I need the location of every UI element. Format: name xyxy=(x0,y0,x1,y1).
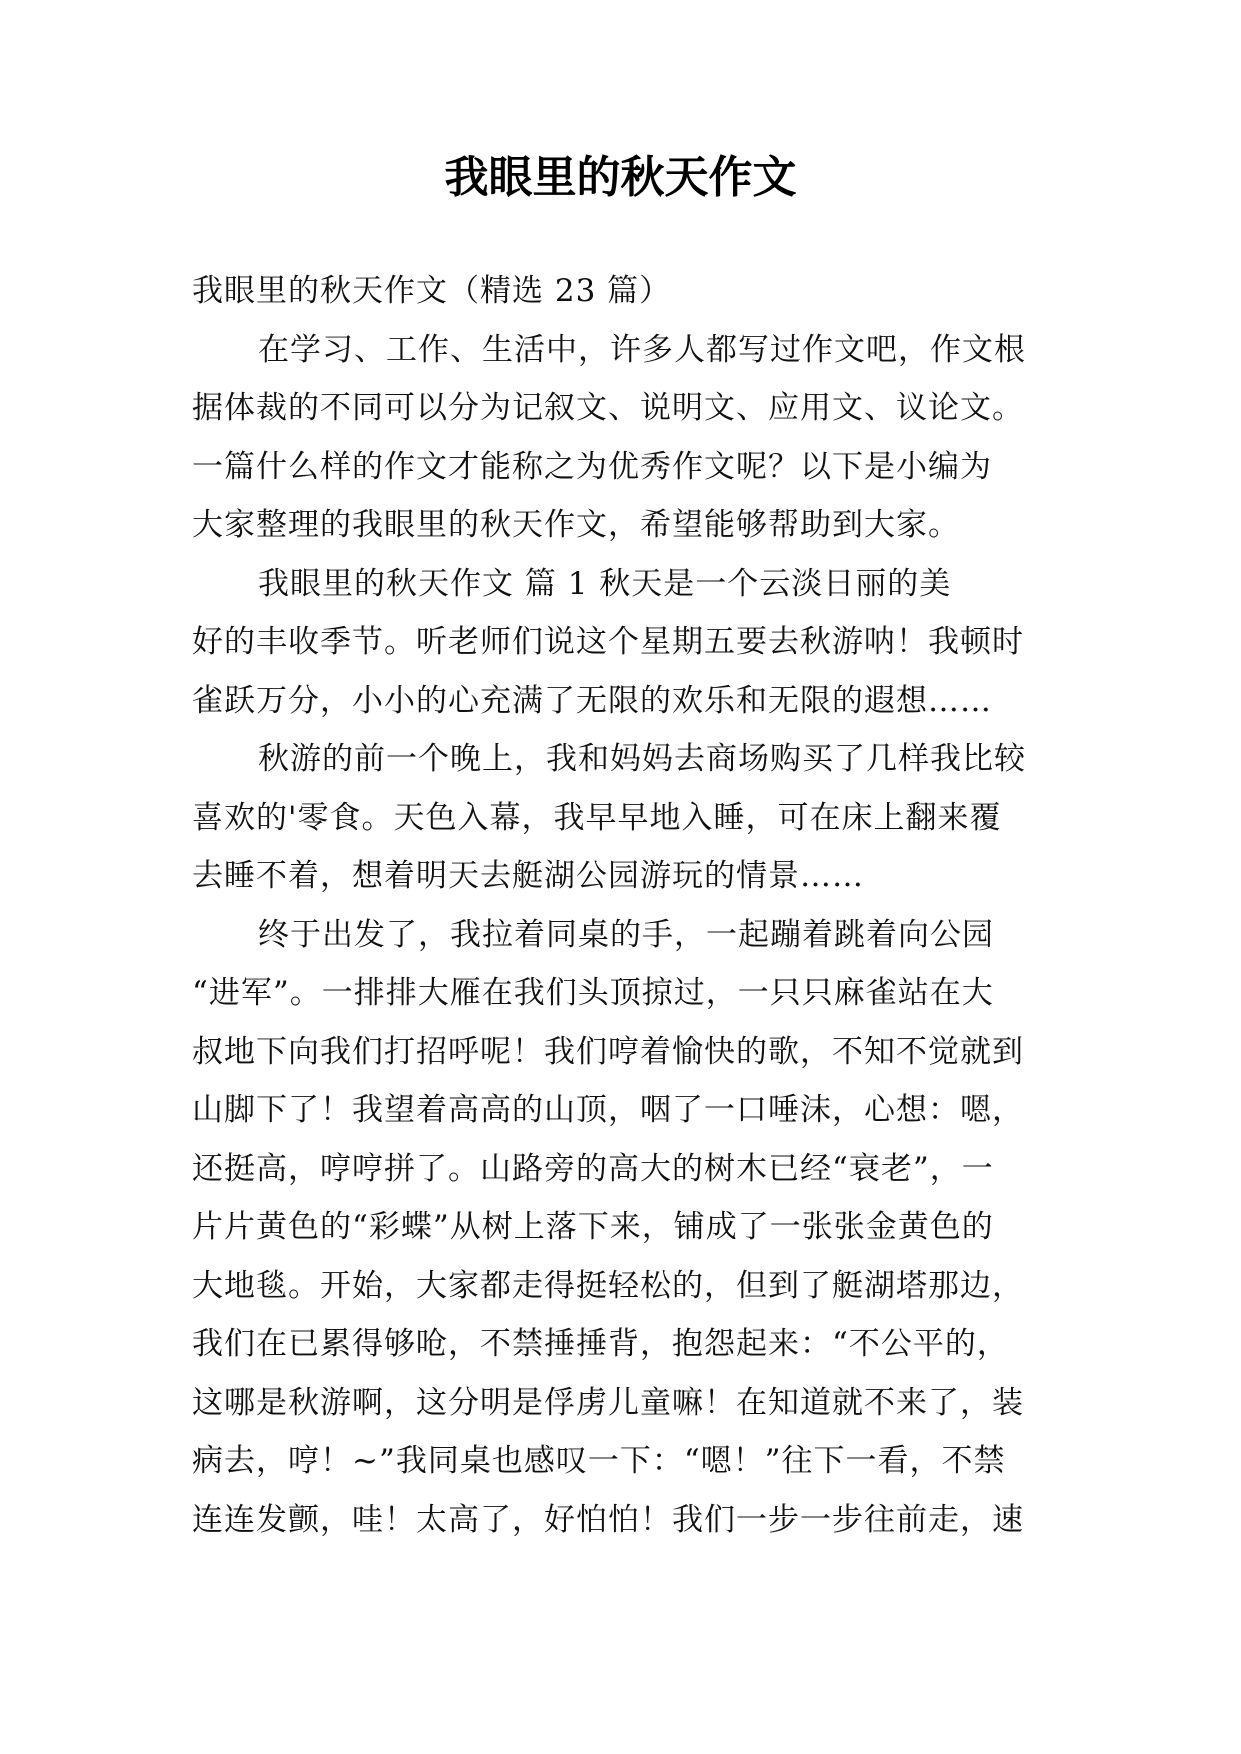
text-line: 一篇什么样的作文才能称之为优秀作文呢？以下是小编为 xyxy=(192,448,992,485)
text-line: 连连发颤，哇！太高了，好怕怕！我们一步一步往前走，速 xyxy=(192,1501,1024,1538)
text-line: 去睡不着，想着明天去艇湖公园游玩的情景…… xyxy=(192,858,864,894)
text-line: 还挺高，哼哼拼了。山路旁的高大的树木已经“衰老”，一 xyxy=(192,1150,994,1187)
text-line: 大地毯。开始，大家都走得挺轻松的，但到了艇湖塔那边， xyxy=(192,1267,1024,1304)
text-line: 这哪是秋游啊，这分明是俘虏儿童嘛！在知道就不来了，装 xyxy=(192,1384,1024,1421)
text-line: 秋游的前一个晚上，我和妈妈去商场购买了几样我比较 xyxy=(258,741,1026,777)
text-line: “进军”。一排排大雁在我们头顶掠过，一只只麻雀站在大 xyxy=(192,975,994,1011)
text-line: 好的丰收季节。听老师们说这个星期五要去秋游呐！我顿时 xyxy=(192,624,1024,660)
text-line: 我眼里的秋天作文（精选 23 篇） xyxy=(192,273,672,309)
text-line: 喜欢的'零食。天色入幕，我早早地入睡，可在床上翻来覆 xyxy=(192,799,1002,836)
text-line: 终于出发了，我拉着同桌的手，一起蹦着跳着向公园 xyxy=(258,916,994,953)
text-line: 片片黄色的“彩蝶”从树上落下来，铺成了一张张金黄色的 xyxy=(192,1209,994,1245)
text-line: 山脚下了！我望着高高的山顶，咽了一口唾沫，心想：嗯， xyxy=(192,1092,1024,1128)
text-line: 我们在已累得够呛，不禁捶捶背，抱怨起来：“不公平的， xyxy=(192,1326,1009,1362)
text-line: 雀跃万分，小小的心充满了无限的欢乐和无限的遐想…… xyxy=(192,682,992,719)
document-body xyxy=(192,262,1062,1549)
text-line: 据体裁的不同可以分为记叙文、说明文、应用文、议论文。 xyxy=(192,390,1024,426)
text-line: 病去，哼！~”我同桌也感叹一下：“嗯！”往下一看，不禁 xyxy=(192,1443,1006,1479)
text-line: 大家整理的我眼里的秋天作文，希望能够帮助到大家。 xyxy=(192,507,960,543)
document-title: 我眼里的秋天作文 xyxy=(444,152,797,203)
text-line: 我眼里的秋天作文 篇 1 秋天是一个云淡日丽的美 xyxy=(258,565,952,602)
text-line: 在学习、工作、生活中，许多人都写过作文吧，作文根 xyxy=(258,331,1026,368)
text-line: 叔地下向我们打招呼呢！我们哼着愉快的歌，不知不觉就到 xyxy=(192,1033,1024,1070)
